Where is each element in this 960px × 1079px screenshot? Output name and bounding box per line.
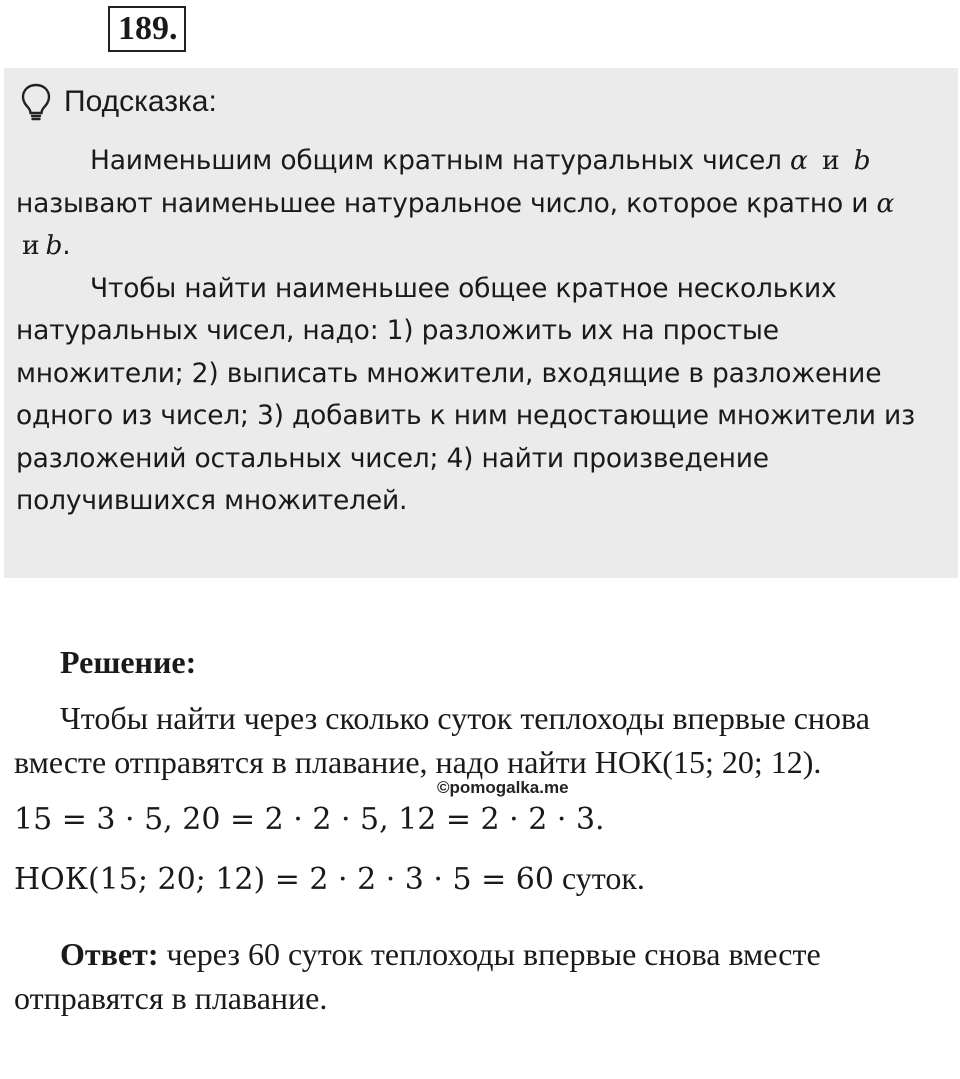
hint-line-2: называют наименьшее натуральное число, которое кратно и <box>16 187 869 219</box>
lightbulb-icon <box>20 82 52 122</box>
hint-paragraph-2: Чтобы найти наименьшее общее кратное нескольких натуральных чисел, надо: 1) разложить их на простые множители; 2) выписать множители, входящие в разложение одного из чисел; 3) добавить к ним недостающие множители из разложений остальных чисел; 4) найти произведение получившихся множителей. <box>16 272 915 516</box>
solution-text: Чтобы найти через сколько суток теплоходы впервые снова вместе отправятся в плавание, надо найти НОК(15; 20; 12). <box>14 700 870 780</box>
var-b-2: 𝑏 <box>45 230 63 261</box>
task-number: 189. <box>108 6 186 52</box>
var-a-2: 𝛼 <box>876 187 895 219</box>
var-b: 𝑏 <box>853 145 871 176</box>
hint-header <box>20 82 217 122</box>
factorization: 15 = 3 · 5, 20 = 2 · 2 · 5, 12 = 2 · 2 · 3. <box>14 802 605 837</box>
answer-text: через 60 суток теплоходы впервые снова вместе отправятся в плавание. <box>14 936 821 1016</box>
lcm-result: НОК(15; 20; 12) = 2 · 2 · 3 · 5 = 60 суток. <box>14 860 645 897</box>
answer-label: Ответ: <box>60 936 159 972</box>
hint-title: Подсказка: <box>64 85 217 118</box>
var-a: 𝛼 <box>790 145 808 176</box>
watermark: ©pomogalka.me <box>437 778 569 797</box>
hint-paragraph-1: Наименьшим общим кратным натуральных чисел 𝛼 и 𝑏 называют наименьшее натуральное число, которое кратно и 𝛼 и 𝑏. <box>16 145 895 261</box>
hint-text <box>16 140 951 523</box>
conjunction-2: и <box>22 230 40 261</box>
solution-title: Решение: <box>60 644 197 680</box>
conjunction: и <box>821 145 840 176</box>
answer <box>14 932 944 1020</box>
hint-box <box>4 68 958 578</box>
solution <box>14 640 944 1020</box>
